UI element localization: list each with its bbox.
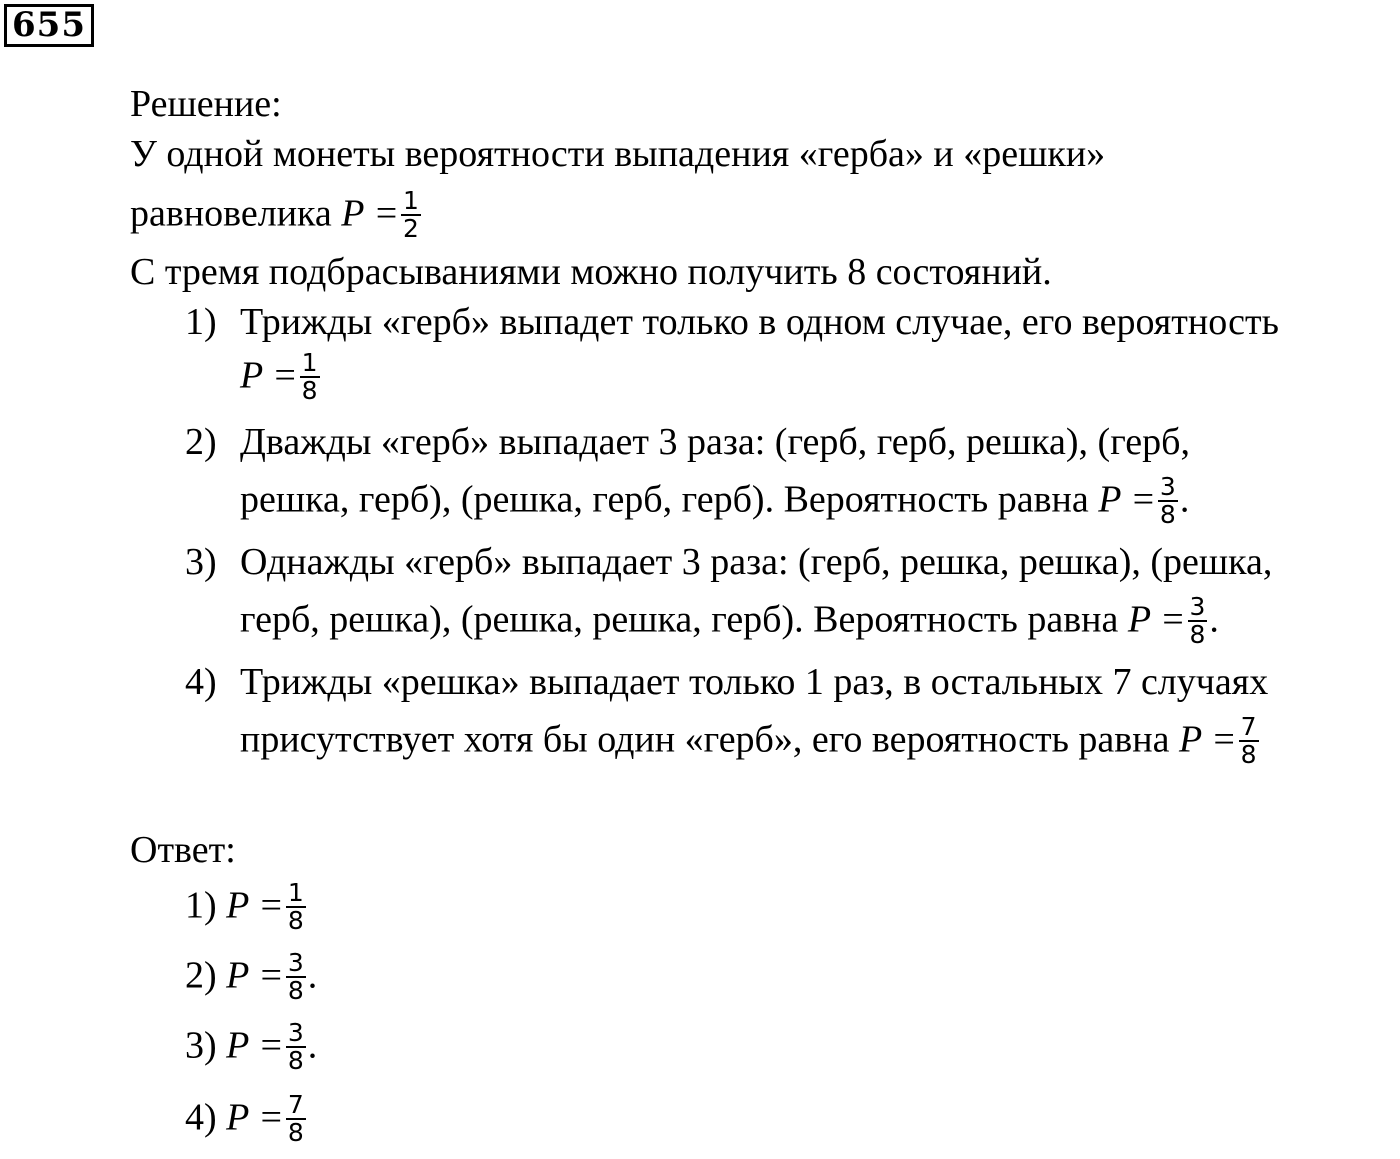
probability-variable: P = (240, 354, 298, 397)
fraction-numerator: 7 (1240, 712, 1257, 741)
intro-line-1: У одной монеты вероятности выпадения «герба» и «решки» (130, 133, 1106, 175)
probability-variable: P = (1127, 598, 1186, 641)
list-item-marker: 2) (185, 421, 217, 463)
answer-item (185, 948, 318, 1006)
fraction-denominator: 8 (1159, 500, 1176, 529)
list-item-marker: 4) (185, 661, 217, 703)
answer-marker: 1) (185, 884, 217, 927)
fraction-numerator: 1 (287, 878, 304, 907)
list-item-text: присутствует хотя бы один «герб», его вероятность равна (240, 718, 1170, 761)
fraction (286, 1092, 306, 1146)
fraction-denominator: 8 (287, 906, 304, 935)
answer-item (185, 878, 308, 936)
list-item-line-1: Трижды «решка» выпадает только 1 раз, в остальных 7 случаях (240, 661, 1269, 703)
intro-line-2 (130, 186, 423, 244)
probability-variable: P = (226, 954, 284, 997)
list-item-line-2 (240, 592, 1219, 650)
fraction-denominator: 8 (1189, 620, 1206, 649)
fraction-denominator: 2 (402, 214, 419, 243)
fraction (286, 880, 306, 934)
probability-variable: P = (226, 884, 284, 927)
list-item-line-1: Однажды «герб» выпадает 3 раза: (герб, решка, решка), (решка, (240, 541, 1273, 583)
list-item-line-2 (240, 712, 1261, 770)
intro-line-2-text: равновелика (130, 192, 332, 235)
answer-tail: . (307, 1024, 318, 1067)
fraction-numerator: 3 (287, 948, 304, 977)
list-item-line-2 (240, 348, 322, 406)
fraction (1158, 474, 1178, 528)
fraction-denominator: 8 (301, 376, 318, 405)
fraction (1239, 714, 1259, 768)
list-item-text: решка, герб), (решка, герб, герб). Вероятность равна (240, 478, 1089, 521)
intro-line-3: С тремя подбрасываниями можно получить 8 состояний. (130, 251, 1052, 293)
list-item-tail: . (1209, 598, 1219, 641)
fraction (286, 950, 306, 1004)
probability-variable: P = (1098, 478, 1156, 521)
list-item-line-1: Дважды «герб» выпадает 3 раза: (герб, герб, решка), (герб, (240, 421, 1190, 463)
answer-item (185, 1090, 308, 1148)
fraction-denominator: 8 (1240, 740, 1257, 769)
fraction-numerator: 3 (1189, 592, 1206, 621)
probability-variable: P = (341, 192, 399, 235)
solution-heading: Решение: (130, 83, 282, 125)
answer-heading: Ответ: (130, 829, 236, 871)
fraction-numerator: 7 (287, 1090, 304, 1119)
answer-item (185, 1018, 318, 1076)
probability-variable: P = (226, 1024, 284, 1067)
fraction-denominator: 8 (287, 1118, 304, 1147)
list-item-line-2 (240, 472, 1190, 530)
fraction (300, 350, 320, 404)
fraction-numerator: 1 (301, 348, 318, 377)
fraction (286, 1020, 306, 1074)
fraction-numerator: 1 (402, 186, 419, 215)
list-item-line-1: Трижды «герб» выпадет только в одном случае, его вероятность (240, 301, 1279, 343)
answer-marker: 4) (185, 1096, 217, 1139)
fraction-numerator: 3 (287, 1018, 304, 1047)
probability-variable: P = (1178, 718, 1237, 761)
list-item-marker: 3) (185, 541, 217, 583)
fraction (401, 188, 421, 242)
answer-marker: 2) (185, 954, 217, 997)
list-item-tail: . (1179, 478, 1190, 521)
answer-marker: 3) (185, 1024, 217, 1067)
problem-number: 655 (4, 4, 94, 47)
answer-tail: . (307, 954, 318, 997)
list-item-text: герб, решка), (решка, решка, герб). Вероятность равна (240, 598, 1119, 641)
fraction-denominator: 8 (287, 976, 304, 1005)
probability-variable: P = (226, 1096, 284, 1139)
list-item-marker: 1) (185, 301, 217, 343)
fraction-denominator: 8 (287, 1046, 304, 1075)
fraction-numerator: 3 (1159, 472, 1176, 501)
fraction (1188, 594, 1208, 648)
